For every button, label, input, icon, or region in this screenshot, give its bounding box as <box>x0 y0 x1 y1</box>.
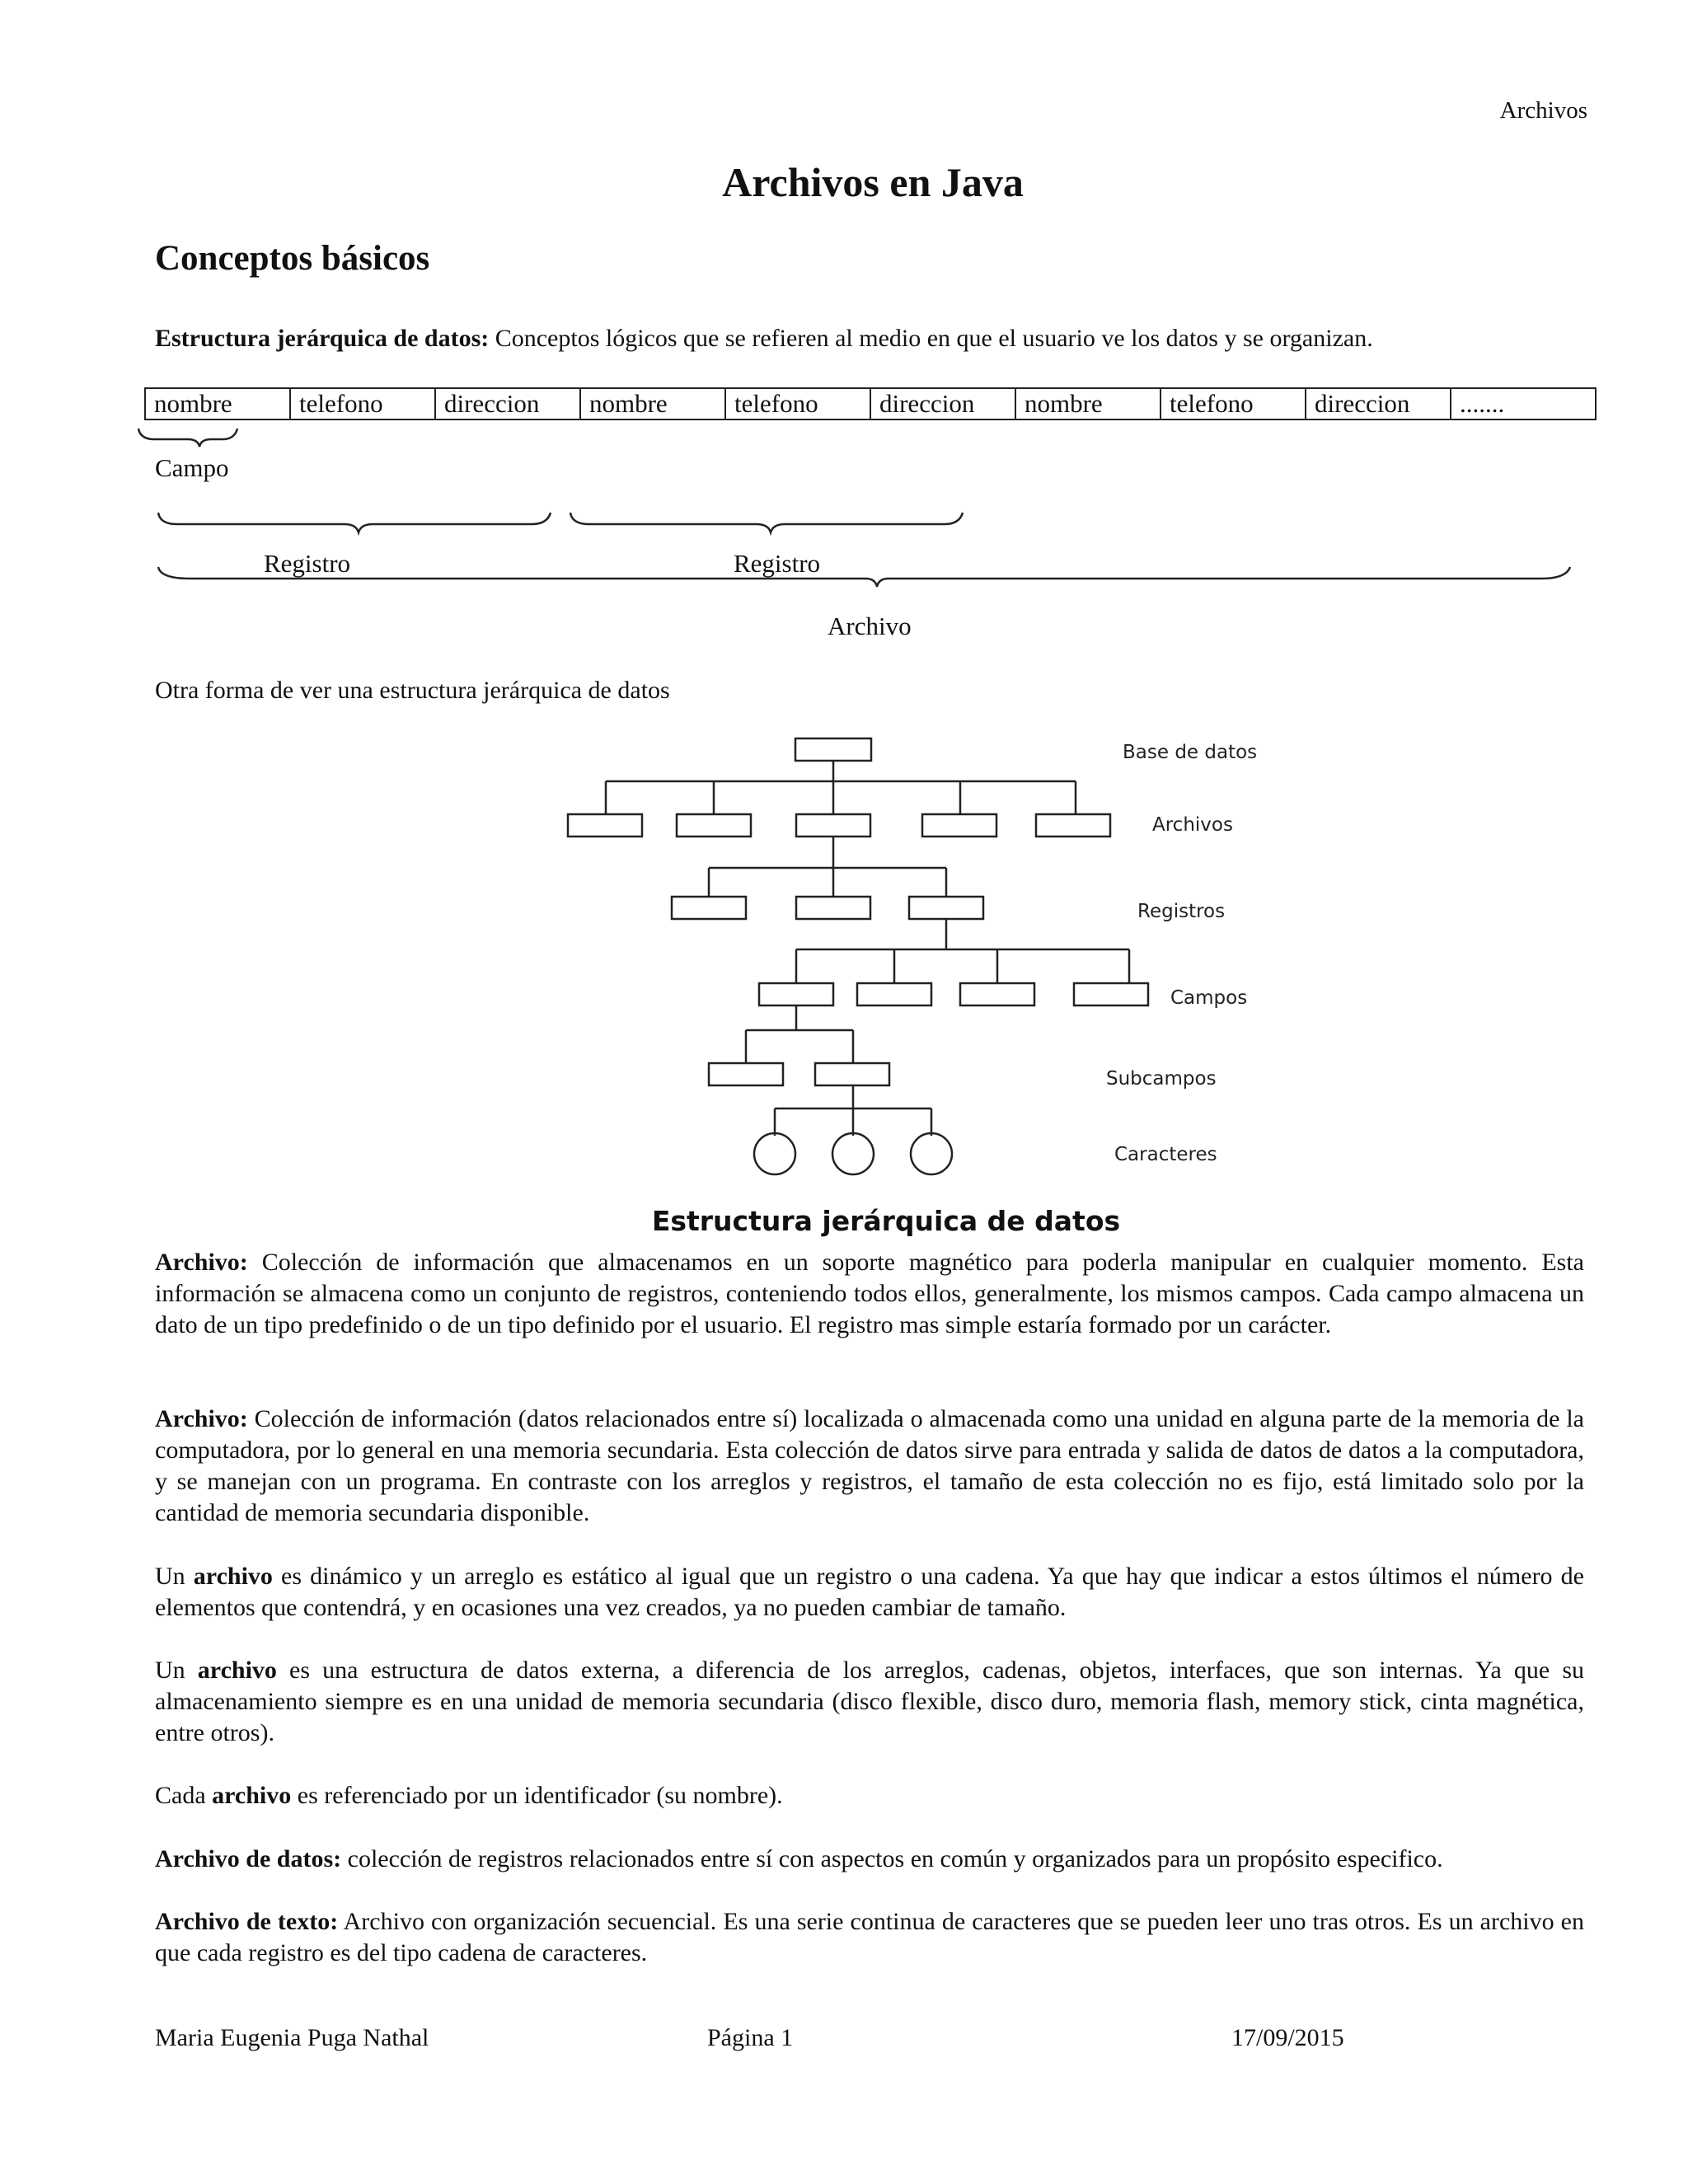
campo-brace <box>138 429 237 447</box>
para-term: Archivo de datos: <box>155 1845 342 1872</box>
footer-author: Maria Eugenia Puga Nathal <box>155 2024 429 2051</box>
campo-label: Campo <box>155 453 229 482</box>
node-registro <box>796 897 870 919</box>
node-registro <box>909 897 983 919</box>
node-archivo <box>922 814 996 837</box>
body-paragraph <box>155 1404 1584 1529</box>
level-label: Registros <box>1137 901 1226 922</box>
para-text: colección de registros relacionados entre sí con aspectos en común y organizados para un propósito especifico. <box>341 1845 1443 1872</box>
para-term: Archivo de texto: <box>155 1908 339 1935</box>
record-cell: direccion <box>435 388 580 419</box>
node-archivo <box>677 814 751 837</box>
registro-label-2: Registro <box>734 549 821 578</box>
body-paragraph <box>155 1655 1584 1749</box>
record-cell: telefono <box>725 388 870 419</box>
node-campo <box>759 983 833 1005</box>
para-term: archivo <box>212 1782 292 1809</box>
record-cell: nombre <box>145 388 290 419</box>
record-cell: nombre <box>580 388 725 419</box>
record-cell: telefono <box>1160 388 1306 419</box>
record-cell: direccion <box>1306 388 1451 419</box>
body-paragraph <box>155 1561 1584 1624</box>
archivo-brace <box>158 567 1570 587</box>
para-text: es dinámico y un arreglo es estático al igual que un registro o una cadena. Ya que hay que indicar a estos últimos el número de elementos que contendrá, y en ocasiones una vez creados, ya no pueden cambiar de tamaño. <box>155 1563 1584 1621</box>
body-paragraph <box>155 1247 1584 1341</box>
registro-brace-1 <box>158 513 551 532</box>
para-term: archivo <box>197 1657 277 1684</box>
footer-date: 17/09/2015 <box>1231 2024 1344 2051</box>
node-base-datos <box>795 738 871 761</box>
para-text: es una estructura de datos externa, a diferencia de los arreglos, cadenas, objetos, interfaces, que son internas. Ya que su almacenamiento siempre es en una unidad de memoria secundaria (disco flexible, disco duro, memoria flash, memory stick, cinta magnética, entre otros). <box>155 1657 1584 1746</box>
brace-annotations <box>0 0 1688 659</box>
footer-page: Página 1 <box>707 2024 794 2051</box>
level-label: Base de datos <box>1123 742 1258 763</box>
diagram-caption: Estructura jerárquica de datos <box>651 1205 1121 1237</box>
node-campo <box>1074 983 1148 1005</box>
page-title: Archivos en Java <box>722 159 1024 205</box>
para-pre: Un <box>155 1563 194 1590</box>
otra-forma-text: Otra forma de ver una estructura jerárquica de datos <box>155 677 670 704</box>
registro-label-1: Registro <box>264 549 351 578</box>
node-archivo <box>796 814 870 837</box>
node-registro <box>672 897 746 919</box>
hierarchy-diagram <box>0 717 1688 1195</box>
running-header: Archivos <box>1499 97 1587 124</box>
node-subcampo <box>709 1063 783 1085</box>
para-pre: Un <box>155 1657 198 1684</box>
intro-text: Conceptos lógicos que se refieren al medio en que el usuario ve los datos y se organizan. <box>489 325 1373 352</box>
para-text: Archivo con organización secuencial. Es una serie continua de caracteres que se pueden leer uno tras otros. Es un archivo en que cada registro es del tipo cadena de caracteres. <box>155 1908 1584 1966</box>
record-cell: direccion <box>870 388 1015 419</box>
level-label: Subcampos <box>1106 1068 1217 1090</box>
para-pre: Cada <box>155 1782 213 1809</box>
node-archivo <box>568 814 642 837</box>
para-term: Archivo: <box>155 1405 248 1432</box>
body-paragraph <box>155 1780 1584 1811</box>
level-label: Caracteres <box>1114 1144 1217 1165</box>
node-caracter <box>911 1133 952 1174</box>
archivo-label: Archivo <box>828 612 912 640</box>
node-caracter <box>832 1133 874 1174</box>
node-caracter <box>754 1133 795 1174</box>
node-campo <box>960 983 1034 1005</box>
para-term: archivo <box>193 1563 273 1590</box>
section-title: Conceptos básicos <box>155 239 430 278</box>
record-cell: nombre <box>1015 388 1160 419</box>
para-text: Colección de información que almacenamos en un soporte magnético para poderla manipular en cualquier momento. Esta información se almacena como un conjunto de registros, conteniendo todos ellos, generalmente, los mismos campos. Cada campo almacena un dato de un tipo predefinido o de un tipo definido por el usuario. El registro mas simple estaría formado por un carácter. <box>155 1249 1584 1338</box>
record-cell: telefono <box>290 388 435 419</box>
level-label: Campos <box>1170 987 1248 1009</box>
node-subcampo <box>815 1063 889 1085</box>
body-paragraph <box>155 1906 1584 1969</box>
para-text: Colección de información (datos relacionados entre sí) localizada o almacenada como una unidad en alguna parte de la memoria de la computadora, por lo general en una memoria secundaria. Esta colección de datos sirve para entrada y salida de datos de datos a la computadora, y se manejan con un programa. En contraste con los arreglos y registros, el tamaño de esta colección no es fijo, está limitado solo por la cantidad de memoria secundaria disponible. <box>155 1405 1584 1526</box>
registro-brace-2 <box>570 513 963 532</box>
level-label: Archivos <box>1152 814 1233 836</box>
para-term: Archivo: <box>155 1249 248 1276</box>
node-campo <box>857 983 931 1005</box>
body-paragraph <box>155 1844 1584 1875</box>
record-cell: ....... <box>1451 388 1596 419</box>
para-text: es referenciado por un identificador (su nombre). <box>291 1782 783 1809</box>
node-archivo <box>1036 814 1110 837</box>
intro-term: Estructura jerárquica de datos: <box>155 325 490 352</box>
